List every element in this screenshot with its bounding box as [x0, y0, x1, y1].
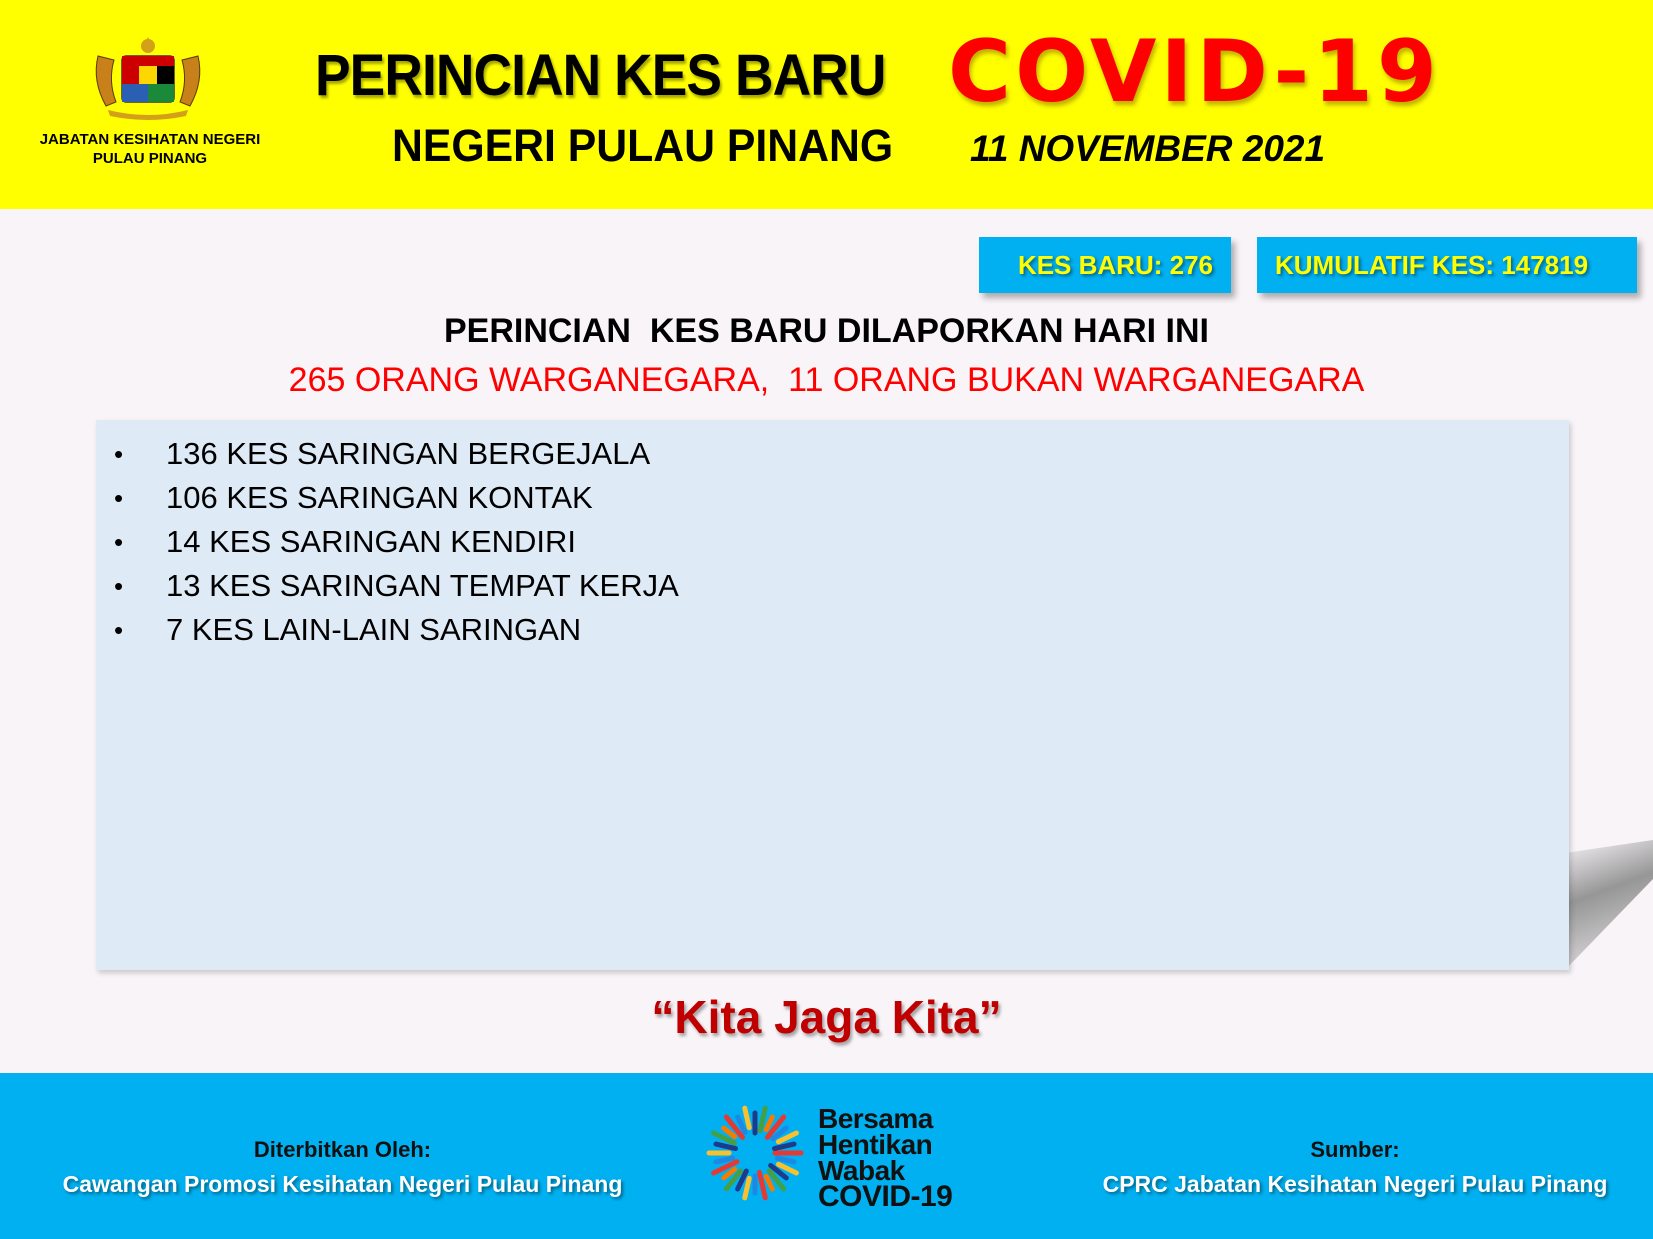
- burst-ray: [760, 1108, 765, 1130]
- campaign-line: Wabak: [818, 1155, 905, 1186]
- header-banner: [0, 0, 1653, 209]
- list-item-text: 13 KES SARINGAN TEMPAT KERJA: [166, 568, 679, 603]
- publisher-name: Cawangan Promosi Kesihatan Negeri Pulau Pinang: [62, 1171, 623, 1197]
- source-block: [1090, 1133, 1620, 1201]
- state-subtitle: NEGERI PULAU PINANG: [392, 120, 894, 171]
- campaign-line: COVID-19: [818, 1180, 953, 1213]
- bullet-icon: •: [114, 615, 124, 645]
- burst-ray: [745, 1108, 749, 1127]
- bullet-icon: •: [114, 571, 124, 601]
- list-item: [96, 476, 1569, 520]
- burst-ray: [777, 1158, 794, 1162]
- campaign-line: Hentikan: [818, 1129, 933, 1160]
- list-item-text: 7 KES LAIN-LAIN SARINGAN: [166, 612, 582, 647]
- nationality-breakdown: 265 ORANG WARGANEGARA, 11 ORANG BUKAN WARGANEGARA: [288, 361, 1365, 399]
- list-item-text: 106 KES SARINGAN KONTAK: [166, 480, 593, 515]
- breakdown-list: [96, 420, 1569, 652]
- section-heading: PERINCIAN KES BARU DILAPORKAN HARI INI: [443, 312, 1210, 350]
- source-label: Sumber:: [1310, 1137, 1400, 1162]
- report-date: 11 NOVEMBER 2021: [970, 128, 1326, 169]
- bullet-icon: •: [114, 439, 124, 469]
- bullet-icon: •: [114, 483, 124, 513]
- covid-title: COVID-19: [948, 22, 1441, 122]
- list-item: [96, 564, 1569, 608]
- breakdown-panel: [96, 420, 1569, 970]
- slogan: “Kita Jaga Kita”: [651, 991, 1002, 1043]
- list-item: [96, 432, 1569, 476]
- list-item: [96, 608, 1569, 652]
- campaign-logo-text: [818, 1103, 953, 1213]
- footer-bar: [0, 1073, 1653, 1239]
- burst-ray: [766, 1176, 772, 1189]
- publisher-block: [40, 1133, 645, 1201]
- burst-ray: [716, 1158, 733, 1162]
- cumulative-cases-badge: KUMULATIF KES: 147819: [1257, 237, 1637, 293]
- source-name: CPRC Jabatan Kesihatan Negeri Pulau Pinang: [1102, 1171, 1608, 1197]
- panel-shadow: [1565, 840, 1653, 970]
- list-item-text: 14 KES SARINGAN KENDIRI: [166, 524, 577, 559]
- burst-ray: [745, 1178, 749, 1197]
- page-title: PERINCIAN KES BARU: [315, 43, 886, 108]
- new-cases-badge: KES BARU: 276: [979, 237, 1231, 293]
- burst-ray: [766, 1117, 772, 1130]
- coat-of-arms-icon: [88, 36, 208, 120]
- campaign-burst-icon: [700, 1098, 810, 1208]
- department-name: JABATAN KESIHATAN NEGERI PULAU PINANG: [39, 131, 261, 167]
- bullet-icon: •: [114, 527, 124, 557]
- publisher-label: Diterbitkan Oleh:: [253, 1137, 432, 1162]
- list-item: [96, 520, 1569, 564]
- list-item-text: 136 KES SARINGAN BERGEJALA: [166, 436, 651, 471]
- burst-ray: [774, 1144, 793, 1148]
- campaign-line: Bersama: [818, 1103, 933, 1134]
